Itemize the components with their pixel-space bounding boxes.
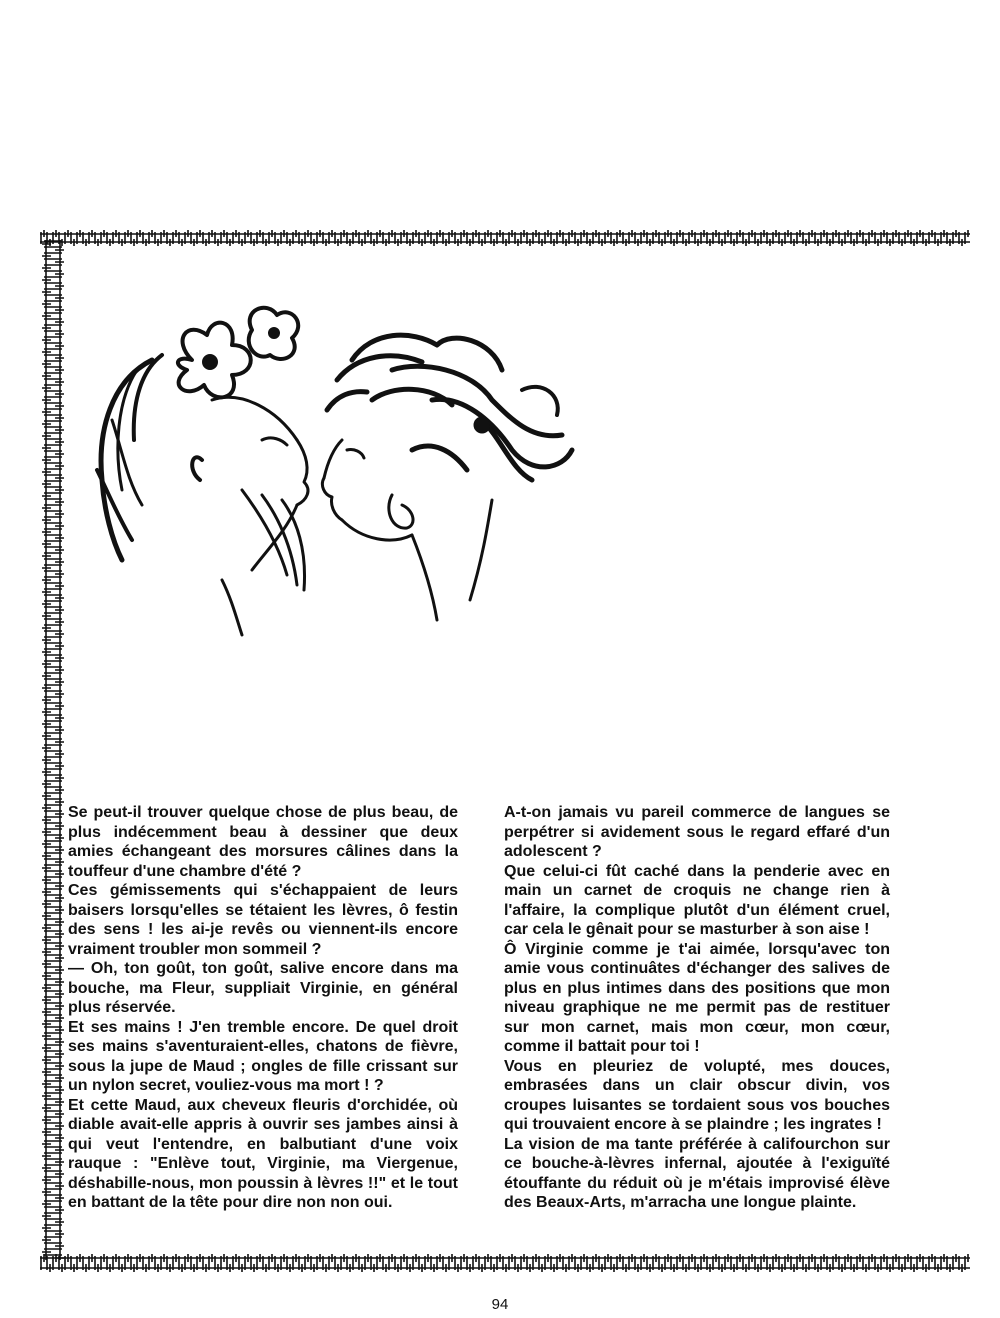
paragraph: Que celui-ci fût caché dans la penderie avec en main un carnet de croquis ne change rien à l'affaire, la complique plutôt d'un élément cruel, car cela le gênait pour se masturber à son aise ! xyxy=(504,862,890,938)
paragraph: Ces gémissements qui s'échappaient de leurs baisers lorsqu'elles se tétaient les lèvres, ô festin des sens ! les ai-je revês ou viennent-ils encore vraiment troubler mon sommeil ? xyxy=(68,882,458,958)
decorative-border-top xyxy=(40,228,970,248)
paragraph: Ô Virginie comme je t'ai aimée, lorsqu'avec ton amie vous continuâtes d'échanger des salives de plus en plus intimes dans des positions que mon niveau graphique ne me permit pas de restituer sur mon carnet, mais mon cœur, mon cœur, comme il battait pour toi ! xyxy=(504,940,890,1055)
decorative-border-left xyxy=(40,240,66,1260)
text-column-right xyxy=(504,803,890,1213)
paragraph: Et ses mains ! J'en tremble encore. De quel droit ses mains s'aventuraient-elles, chatons de fièvre, sous la jupe de Maud ; ongles de fille crissant sur un nylon secret, vouliez-vous ma mort ! ? xyxy=(68,1018,458,1094)
paragraph: Et cette Maud, aux cheveux fleuris d'orchidée, où diable avait-elle appris à ouvrir ses jambes ainsi à qui veut l'entendre, en balbutiant d'une voix rauque : "Enlève tout, Virginie, ma Viergenue, déshabille-nous, mon poussin à lèvres !!" et le tout en battant de la tête pour dire non non oui. xyxy=(68,1096,458,1211)
paragraph: Se peut-il trouver quelque chose de plus beau, de plus indécemment beau à dessiner que deux amies échangeant des morsures câlines dans la touffeur d'une chambre d'été ? xyxy=(68,804,458,880)
kissing-women-drawing-icon xyxy=(97,308,572,635)
decorative-border-bottom xyxy=(40,1252,970,1274)
dialogue-paragraph: — Oh, ton goût, ton goût, salive encore dans ma bouche, ma Fleur, suppliait Virginie, en général plus réservée. xyxy=(68,960,458,1016)
kissing-women-illustration xyxy=(92,300,582,640)
paragraph: A-t-on jamais vu pareil commerce de langues se perpétrer si avidement sous le regard effaré d'un adolescent ? xyxy=(504,804,890,860)
text-column-left xyxy=(68,803,458,1213)
paragraph: Vous en pleuriez de volupté, mes douces, embrasées dans un clair obscur divin, vos croupes luisantes se tordaient sous vos bouches qui trouvaient encore à se plaindre ; les ingrates ! xyxy=(504,1057,890,1133)
paragraph: La vision de ma tante préférée à califourchon sur ce bouche-à-lèvres infernal, ajoutée à l'exiguïté étouffante du réduit où je m'étais improvisé élève des Beaux-Arts, m'arracha une longue plainte. xyxy=(504,1135,890,1211)
page-number: 94 xyxy=(491,1296,509,1313)
